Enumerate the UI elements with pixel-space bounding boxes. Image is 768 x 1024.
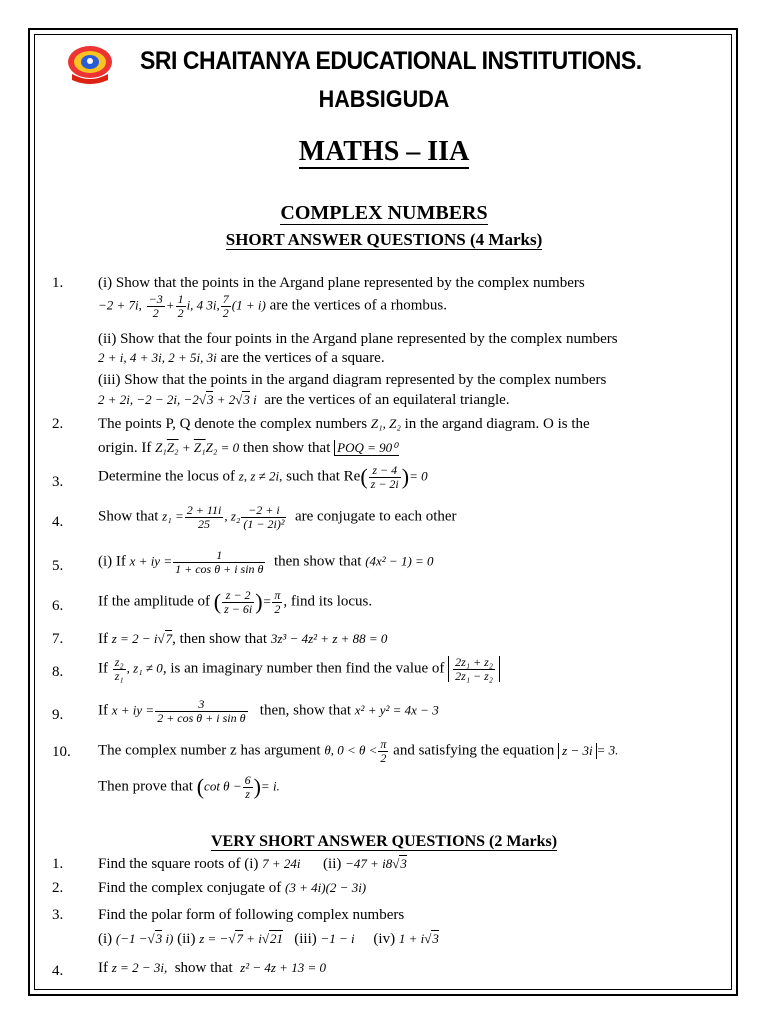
question-number: 9. [52,707,64,723]
question-number: 7. [52,631,64,647]
question-number: 3. [52,907,64,923]
question-text: Find the square roots of (i) 7 + 24i (ii) −47 + i8√3 [98,856,407,872]
question-number: 2. [52,416,64,432]
question-text: (i) If x + iy = $\frac{1}{\text{1 + cos θ + i sin θ}}$ then show that (4x² − 1) = 0 [98,548,434,576]
question-number: 2. [52,880,64,896]
question-text: If the amplitude of ( $\frac{z - 2}{z - 6i}$ )= $\frac{\pi}{2}$ , find its locus. [98,588,373,616]
question-text: (i) (−1 −√3 i) (ii) z = −√7 + i√21 (iii) −1 − i (iv) 1 + i√3 [98,931,439,947]
question-text: If x + iy = $\frac{3}{\text{2 + cos θ + i sin θ}}$ then, show that x² + y² = 4x − 3 [98,697,439,725]
question-number: 5. [52,558,64,574]
question-text: −2 + 7i, $\frac{-3}{2}$ + $\frac{1}{2}$ i, 4 3i, $\frac{7}{2}$ (1 + i) are the vertices of a rhombus. [98,292,448,320]
question-number: 1. [52,856,64,872]
question-text: 2 + i, 4 + 3i, 2 + 5i, 3i are the vertices of a square. [98,350,385,366]
institution-logo [64,44,116,84]
question-text: Determine the locus of z, z ≠ 2i, such that Re( $\frac{z - 4}{z - 2i}$ )= 0 [98,463,428,491]
question-text: If $\frac{\text{z₂}}{\text{z₁}}$ , z₁ ≠ 0, is an imaginary number then find the value of $\frac{\text{2z₁ + z₂}}{\text{2z₁ − z₂}}$ [98,656,500,682]
question-text: 2 + 2i, −2 − 2i, −2√3 + 2√3 i are the vertices of an equilateral triangle. [98,392,510,408]
question-text: Show that z₁ = $\frac{2 + 11i}{25}$ , z₂ $\frac{-2 + i}{\text{(1 − 2i)²}}$ are conjugate to each other [98,503,457,531]
question-number: 8. [52,664,64,680]
institution-name: SRI CHAITANYA EDUCATIONAL INSTITUTIONS. [140,47,642,75]
section-heading-vsaq: VERY SHORT ANSWER QUESTIONS (2 Marks) [210,833,558,850]
campus-name: HABSIGUDA [318,86,450,113]
question-number: 3. [52,474,64,490]
question-number: 4. [52,963,64,979]
topic-title: COMPLEX NUMBERS [280,202,488,224]
question-text: Find the complex conjugate of (3 + 4i)(2 − 3i) [98,880,367,896]
question-text: If z = 2 − i√7, then show that 3z³ − 4z² + z + 88 = 0 [98,631,388,647]
question-text: The complex number z has argument θ, 0 < θ < $\frac{\pi}{2}$ and satisfying the equation z − 3i = 3. [98,737,619,765]
question-text: The points P, Q denote the complex numbers Z₁, Z₂ in the argand diagram. O is the [98,416,590,432]
question-text: origin. If Z₁Z₂ + Z₁Z₂ = 0 then show that POQ = 90⁰ [98,440,398,456]
question-text: (iii) Show that the points in the argand diagram represented by the complex numbers [98,372,607,388]
question-number: 6. [52,598,64,614]
question-text: Then prove that (cot θ − $\frac{6}{z}$ )= i. [98,773,280,801]
question-text: (i) Show that the points in the Argand plane represented by the complex numbers [98,275,585,291]
subject-title: MATHS – IIA [298,136,470,167]
question-number: 10. [52,744,71,760]
question-text: If z = 2 − 3i, show that z² − 4z + 13 = 0 [98,960,326,976]
question-number: 1. [52,275,64,291]
question-number: 4. [52,514,64,530]
question-text: Find the polar form of following complex numbers [98,907,405,923]
section-heading-saq: SHORT ANSWER QUESTIONS (4 Marks) [225,230,543,249]
question-text: (ii) Show that the four points in the Argand plane represented by the complex numbers [98,331,618,347]
